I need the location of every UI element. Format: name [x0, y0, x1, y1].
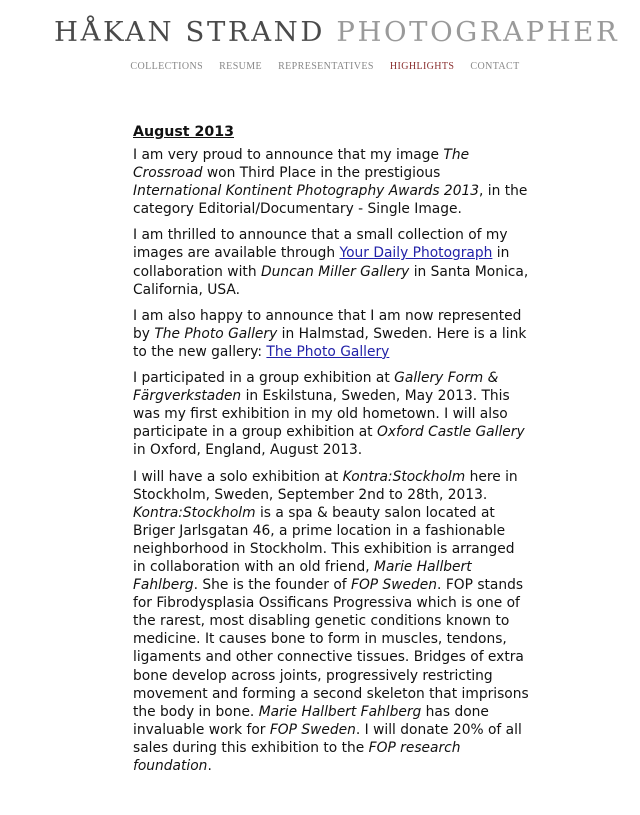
text-segment: I will have a solo exhibition at [133, 468, 343, 485]
text-segment: I am also happy to announce that I am now represented by [133, 307, 522, 342]
venue-name: Kontra:Stockholm [342, 468, 466, 485]
person-name: Marie Hallbert Fahlberg [133, 558, 472, 594]
paragraph-collection [133, 226, 531, 298]
text-segment: . She is the founder of [193, 577, 352, 594]
paragraph-group-exhibition [133, 369, 531, 459]
text-segment: in Halmstad, Sweden. Here is a link to the new gallery: [133, 325, 527, 360]
text-segment: I participated in a group exhibition at [133, 370, 395, 387]
text-segment: is a spa & beauty salon located at Briger Jarlsgatan 46, a prime location in a fashionable neighborhood in Stockholm. This exhibition is arranged in collaboration with an old friend, [133, 504, 515, 575]
text-segment: . I will donate 20% of all sales during this exhibition to the [133, 721, 522, 756]
site-title-role: PHOTOGRAPHER [336, 16, 620, 48]
article-content [133, 122, 531, 783]
venue-name: Kontra:Stockholm [133, 504, 256, 521]
text-segment: . [207, 758, 212, 774]
article-heading: August 2013 [133, 124, 234, 140]
organization-name: FOP Sweden [269, 721, 356, 738]
organization-name: FOP research foundation [133, 739, 461, 774]
text-segment: here in Stockholm, Sweden, September 2nd to 28th, 2013. [133, 468, 518, 503]
image-title: The Crossroad [133, 147, 470, 182]
site-title[interactable] [54, 13, 620, 51]
nav-link-contact[interactable]: CONTACT [470, 61, 520, 72]
text-segment: won Third Place in the prestigious [202, 165, 441, 182]
site-header [0, 0, 640, 80]
award-name: International Kontinent Photography Awards 2013 [133, 183, 480, 200]
gallery-name: The Photo Gallery [154, 325, 278, 342]
text-segment: in Oxford, England, August 2013. [133, 442, 363, 459]
main-nav [0, 56, 640, 74]
your-daily-photograph-link[interactable]: Your Daily Photograph [339, 245, 493, 262]
text-segment: in Santa Monica, California, USA. [133, 263, 529, 298]
paragraph-award [133, 146, 531, 218]
nav-link-representatives[interactable]: REPRESENTATIVES [278, 61, 374, 72]
text-segment: in collaboration with [133, 245, 510, 280]
paragraph-solo-exhibition [133, 468, 531, 776]
text-segment: I am very proud to announce that my image [133, 147, 444, 163]
text-segment: , in the category Editorial/Documentary - Single Image. [133, 183, 528, 218]
the-photo-gallery-link[interactable]: The Photo Gallery [266, 343, 390, 360]
nav-link-resume[interactable]: RESUME [219, 61, 263, 72]
gallery-name: Duncan Miller Gallery [260, 263, 410, 280]
gallery-name: Gallery Form & Färgverkstaden [133, 370, 499, 405]
text-segment: . FOP stands for Fibrodysplasia Ossificans Progressiva which is one of the rarest, most disabling genetic conditions known to medicine. It causes bone to form in muscles, tendons, ligaments and other connective tissues. Bridges of extra bone develop across joints, progressively restricting movement and forming a second skeleton that imprisons the body in bone. [133, 577, 529, 720]
text-segment: I am thrilled to announce that a small collection of my images are available through [133, 227, 508, 262]
organization-name: FOP Sweden [351, 577, 438, 594]
site-title-name: HÅKAN STRAND [54, 16, 325, 48]
paragraph-representation [133, 307, 531, 361]
person-name: Marie Hallbert Fahlberg [258, 703, 422, 720]
nav-link-highlights[interactable]: HIGHLIGHTS [389, 61, 455, 72]
text-segment: has done invaluable work for [133, 703, 489, 738]
text-segment: in Eskilstuna, Sweden, May 2013. This was my first exhibition in my old hometown. I will also participate in a group exhibition at [133, 388, 510, 441]
gallery-name: Oxford Castle Gallery [376, 424, 525, 441]
nav-link-collections[interactable]: COLLECTIONS [130, 61, 204, 72]
